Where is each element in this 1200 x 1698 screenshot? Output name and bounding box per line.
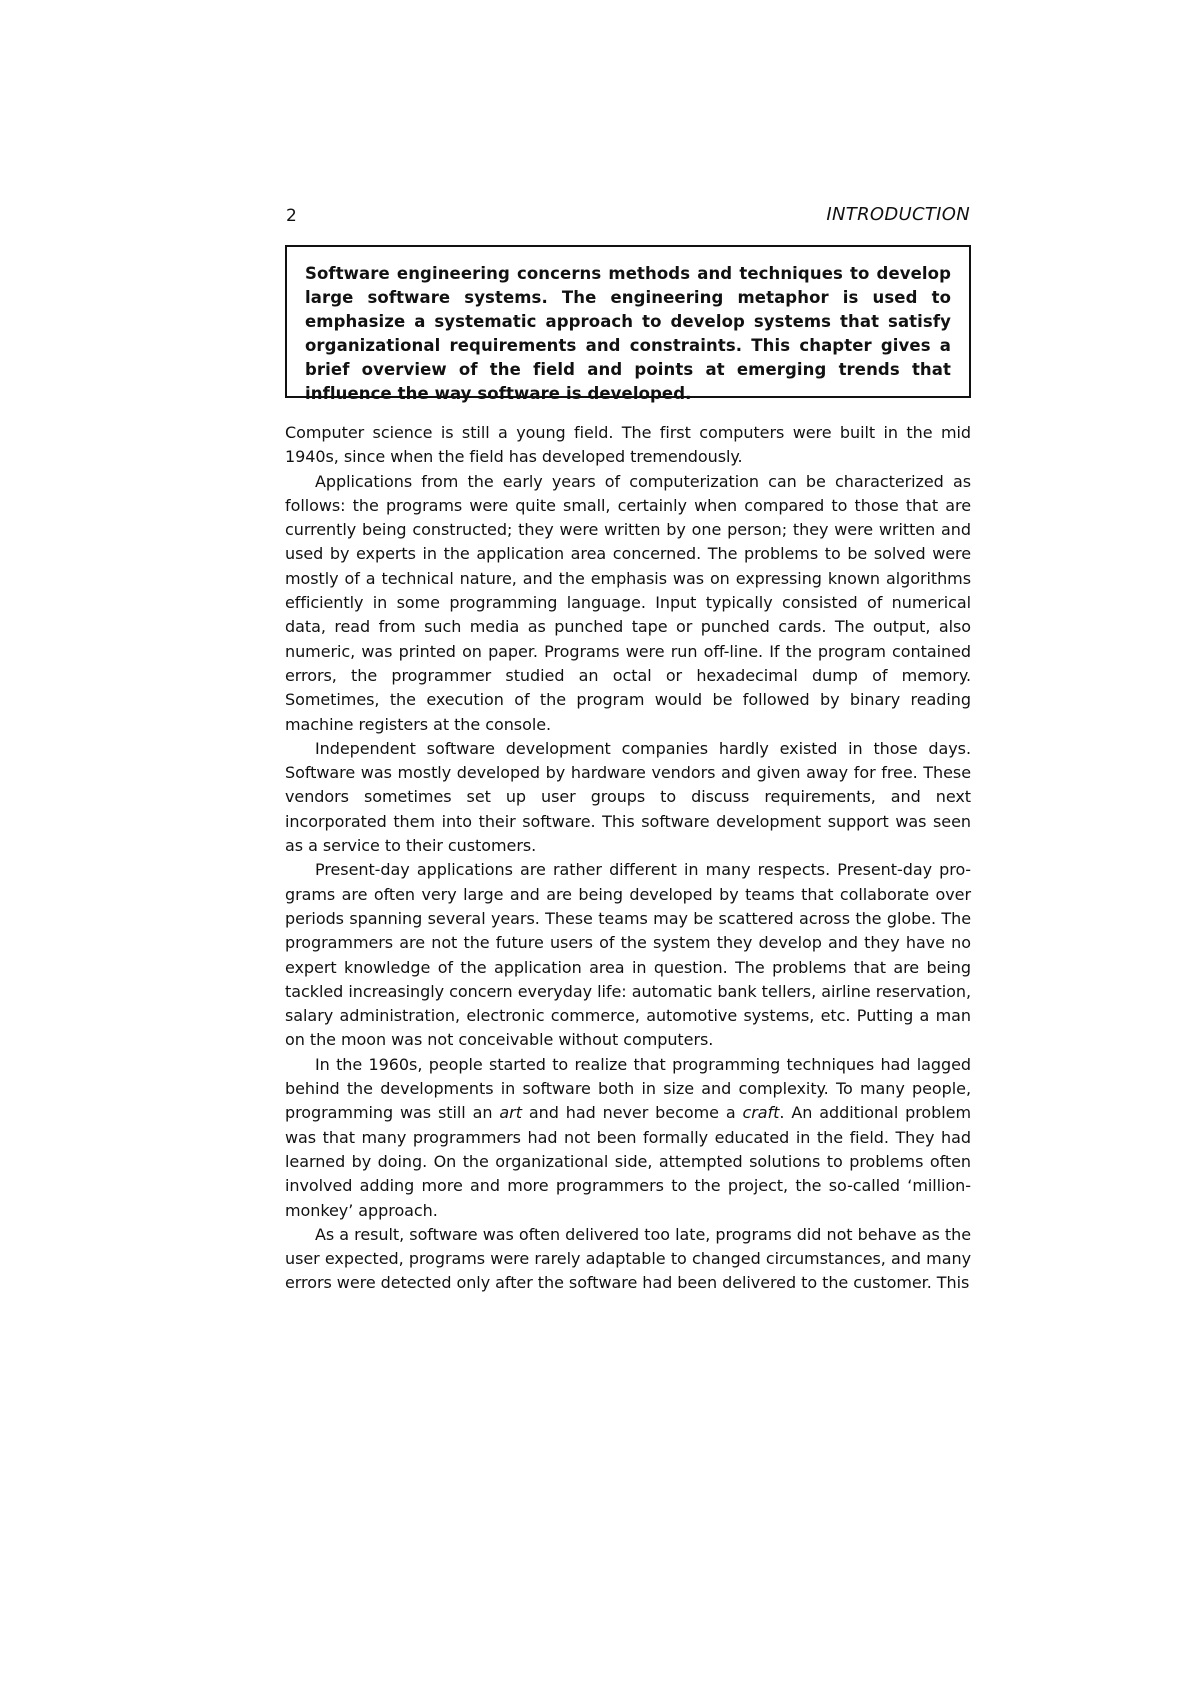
body-paragraph: [285, 1053, 971, 1223]
body-paragraph: Computer science is still a young field. The first computers were built in the mid 1940s, since when the field has developed tremendously.: [285, 423, 971, 467]
chapter-abstract-text: Software engineering concerns methods and techniques to develop large software systems. The engineering metaphor is used to emphasize a systematic approach to develop systems that satisfy organizational requirements and constraints. This chapter gives a brief overview of the field and points at emerging trends that influence the way software is developed.: [305, 264, 951, 403]
emphasis-art: art: [499, 1103, 522, 1123]
body-paragraph: Applications from the early years of computerization can be characterized as follows: the programs were quite small, certainly when compared to those that are currently being constructed; they were written by one person; they were written and used by experts in the application area concerned. The problems to be solved were mostly of a technical nature, and the emphasis was on expressing known algorithms efficiently in some programming language. Input typically consisted of numerical data, read from such media as punched tape or punched cards. The output, also numeric, was printed on paper. Programs were run off-line. If the program contained errors, the programmer studied an octal or hexadecimal dump of memory. Sometimes, the execution of the program would be followed by binary reading machine registers at the console.: [285, 471, 971, 734]
chapter-abstract-box: [285, 245, 971, 403]
body-paragraph: Present-day applications are rather different in many respects. Present-day programs are often very large and are being developed by teams that collaborate over periods spanning several years. These teams may be scattered across the globe. The programmers are not the future users of the system they develop and they have no expert knowledge of the application area in question. The problems that are being tackled increasingly concern everyday life: automatic bank tellers, airline reservation, salary administration, electronic commerce, automotive systems, etc. Putting a man on the moon was not conceivable without computers.: [285, 860, 971, 1050]
emphasis-craft: craft: [742, 1103, 780, 1123]
running-head: INTRODUCTION: [826, 204, 970, 225]
body-paragraph: Independent software development companies hardly existed in those days. Software was mostly developed by hardware vendors and given away for free. These vendors sometimes set up user groups to discuss requirements, and next incorporated them into their software. This software development support was seen as a service to their customers.: [285, 738, 971, 856]
body-text: [285, 421, 971, 1296]
paragraph-lead: In the 1960s, people started to realize that programming techniques had lagged: [315, 1054, 971, 1074]
paragraph-text: and had never become a: [528, 1103, 736, 1123]
page-number: 2: [286, 206, 297, 226]
paragraph-text: behind the developments in software both in size and complexity. To many people, programming was still an: [285, 1079, 971, 1123]
paragraph-text: . An additional problem was that many programmers had not been formally educated in the field. They had learned by doing. On the organizational side, attempted solutions to problems often involved adding more and more programmers to the project, the so-called ‘million-monkey’ approach.: [285, 1103, 971, 1220]
body-paragraph: As a result, software was often delivered too late, programs did not behave as the user expected, programs were rarely adaptable to changed circumstances, and many errors were detected only after the software had been delivered to the customer. This: [285, 1224, 971, 1293]
